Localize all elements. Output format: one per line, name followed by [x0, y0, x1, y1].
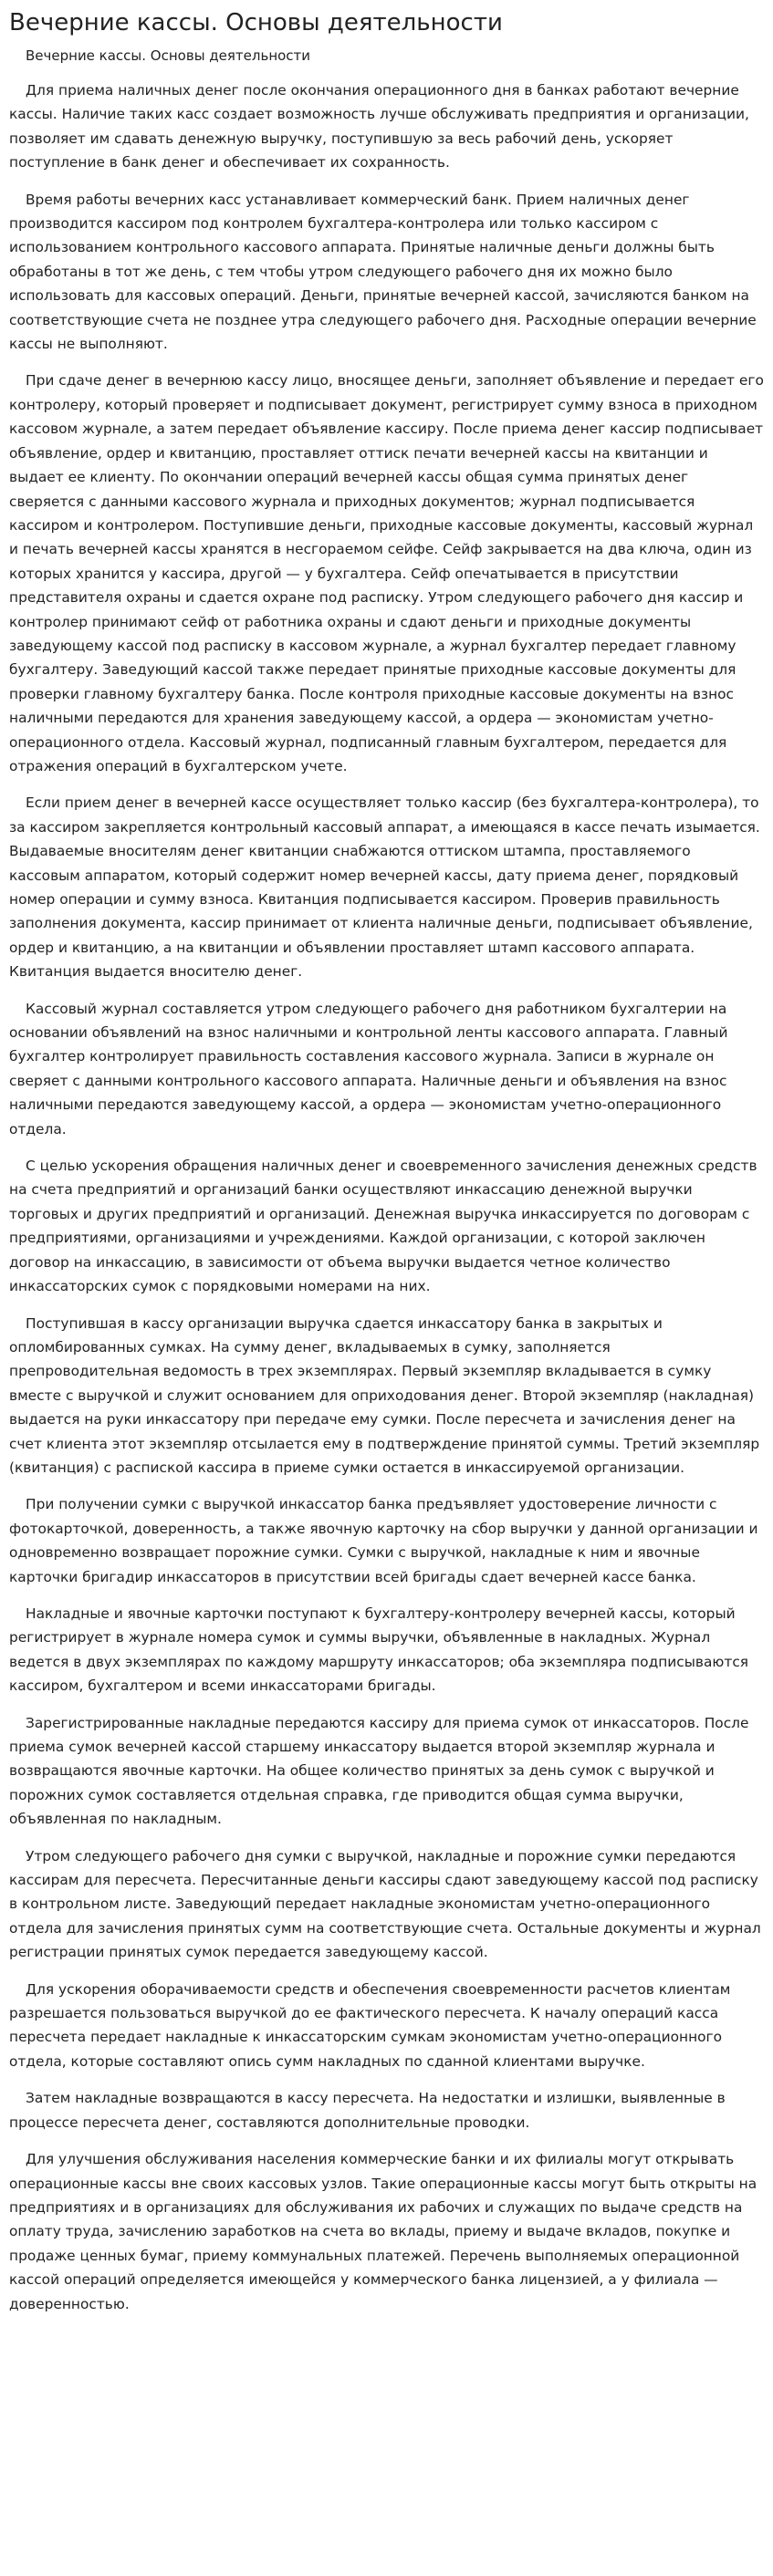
paragraph-11: Утром следующего рабочего дня сумки с выручкой, накладные и порожние сумки передаются кассирам для пересчета. Пересчитанные деньги кассиры сдают заведующему кассой под расписку в контрольном листе. Заведующий передает накладные экономистам учетно-операционного отдела для зачисления принятых сумм на соответствующие счета. Остальные документы и журнал регистрации принятых сумок передается заведующему кассой.	[9, 1847, 761, 1961]
paragraph-7: Поступившая в кассу организации выручка сдается инкассатору банка в закрытых и опломбированных сумках. На сумму денег, вкладываемых в сумку, заполняется препроводительная ведомость в трех экземплярах. Первый экземпляр вкладывается в сумку вместе с выручкой и служит основанием для оприходования денег. Второй экземпляр (накладная) выдается на руки инкассатору при передаче ему сумки. После пересчета и зачисления денег на счет клиента этот экземпляр отсылается ему в подтверждение принятой суммы. Третий экземпляр (квитанция) с распиской кассира в приеме сумки остается в инкассируемой организации.	[9, 1314, 760, 1476]
article-body	[9, 78, 764, 2316]
document-page	[0, 7, 773, 2316]
page-subtitle: Вечерние кассы. Основы деятельности	[26, 47, 311, 64]
paragraph-4: Если прием денег в вечерней кассе осуществляет только кассир (без бухгалтера-контролера), то за кассиром закрепляется контрольный кассовый аппарат, а имеющаяся в кассе печать изымается. Выдаваемые вносителям денег квитанции снабжаются оттиском штампа, проставляемого кассовым аппаратом, который содержит номер вечерней кассы, дату приема денег, порядковый номер операции и сумму взноса. Квитанция подписывается кассиром. Проверив правильность заполнения документа, кассир принимает от клиента наличные деньги, подписывает объявление, ордер и квитанцию, а на квитанции и объявлении проставляет штамп кассового аппарата. Квитанция выдается вносителю денег.	[9, 795, 760, 981]
paragraph-10: Зарегистрированные накладные передаются кассиру для приема сумок от инкассаторов. После приема сумок вечерней кассой старшему инкассатору выдается второй экземпляр журнала и возвращаются явочные карточки. На общее количество принятых за день сумок с выручкой и порожних сумок составляется отдельная справка, где приводится общая сумма выручки, объявленная по накладным.	[9, 1714, 749, 1828]
paragraph-8: При получении сумки с выручкой инкассатор банка предъявляет удостоверение личности с фотокарточкой, доверенность, а также явочную карточку на сбор выручки у данной организации и одновременно возвращает порожние сумки. Сумки с выручкой, накладные к ним и явочные карточки бригадир инкассаторов в присутствии всей бригады сдает вечерней кассе банка.	[9, 1496, 758, 1585]
paragraph-1: Для приема наличных денег после окончания операционного дня в банках работают вечерние кассы. Наличие таких касс создает возможность лучше обслуживать предприятия и организации, позволяет им сдавать денежную выручку, поступившую за весь рабочий день, ускоряет поступление в банк денег и обеспечивает их сохранность.	[9, 82, 749, 171]
paragraph-5: Кассовый журнал составляется утром следующего рабочего дня работником бухгалтерии на основании объявлений на взнос наличными и контрольной ленты кассового аппарата. Главный бухгалтер контролирует правильность составления кассового журнала. Записи в журнале он сверяет с данными контрольного кассового аппарата. Наличные деньги и объявления на взнос наличными передаются заведующему кассой, а ордера — экономистам учетно-операционного отдела.	[9, 1000, 728, 1137]
paragraph-6: С целью ускорения обращения наличных денег и своевременного зачисления денежных средств на счета предприятий и организаций банки осуществляют инкассацию денежной выручки торговых и других предприятий и организаций. Денежная выручка инкассируется по договорам с предприятиями, организациями и учреждениями. Каждой организации, с которой заключен договор на инкассацию, в зависимости от объема выручки выдается четное количество инкассаторских сумок с порядковыми номерами на них.	[9, 1158, 757, 1295]
paragraph-12: Для ускорения оборачиваемости средств и обеспечения своевременности расчетов клиентам разрешается пользоваться выручкой до ее фактического пересчета. К началу операций касса пересчета передает накладные к инкассаторским сумкам экономистам учетно-операционного отдела, которые составляют опись сумм накладных по сданной клиентами выручке.	[9, 1980, 731, 2070]
page-title: Вечерние кассы. Основы деятельности	[9, 9, 503, 36]
paragraph-2: Время работы вечерних касс устанавливает коммерческий банк. Прием наличных денег производится кассиром под контролем бухгалтера-контролера или только кассиром с использованием контрольного кассового аппарата. Принятые наличные деньги должны быть обработаны в тот же день, с тем чтобы утром следующего рабочего дня их можно было использовать для кассовых операций. Деньги, принятые вечерней кассой, зачисляются банком на соответствующие счета не позднее утра следующего рабочего дня. Расходные операции вечерние кассы не выполняют.	[9, 191, 757, 353]
paragraph-14: Для улучшения обслуживания населения коммерческие банки и их филиалы могут открывать операционные кассы вне своих кассовых узлов. Такие операционные кассы могут быть открыты на предприятиях и в организациях для обслуживания их рабочих и служащих по выдаче средств на оплату труда, зачислению заработков на счета во вклады, приему и выдаче вкладов, покупке и продаже ценных бумаг, приему коммунальных платежей. Перечень выполняемых операционной кассой операций определяется имеющейся у коммерческого банка лицензией, а у филиала — доверенностью.	[9, 2151, 757, 2312]
paragraph-9: Накладные и явочные карточки поступают к бухгалтеру-контролеру вечерней кассы, который регистрирует в журнале номера сумок и суммы выручки, объявленные в накладных. Журнал ведется в двух экземплярах по каждому маршруту инкассаторов; оба экземпляра подписываются кассиром, бухгалтером и всеми инкассаторами бригады.	[9, 1605, 749, 1695]
paragraph-13: Затем накладные возвращаются в кассу пересчета. На недостатки и излишки, выявленные в процессе пересчета денег, составляются дополнительные проводки.	[9, 2090, 726, 2131]
paragraph-3: При сдаче денег в вечернюю кассу лицо, вносящее деньги, заполняет объявление и передает его контролеру, который проверяет и подписывает документ, регистрирует сумму взноса в приходном кассовом журнале, а затем передает объявление кассиру. После приема денег кассир подписывает объявление, ордер и квитанцию, проставляет оттиск печати вечерней кассы на квитанции и выдает ее клиенту. По окончании операций вечерней кассы общая сумма принятых денег сверяется с данными кассового журнала и приходных документов; журнал подписывается кассиром и контролером. Поступившие деньги, приходные кассовые документы, кассовый журнал и печать вечерней кассы хранятся в несгораемом сейфе. Сейф закрывается на два ключа, один из которых хранится у кассира, другой — у бухгалтера. Сейф опечатывается в присутствии представителя охраны и сдается охране под расписку. Утром следующего рабочего дня кассир и контролер принимают сейф от работника охраны и сдают деньги и приходные документы заведующему кассой под расписку в кассовом журнале, а журнал бухгалтер передает главному бухгалтеру. Заведующий кассой также передает принятые приходные кассовые документы для проверки главному бухгалтеру банка. После контроля приходные кассовые документы на взнос наличными передаются для хранения заведующему кассой, а ордера — экономистам учетно-операционного отдела. Кассовый журнал, подписанный главным бухгалтером, передается для отражения операций в бухгалтерском учете.	[9, 372, 764, 774]
